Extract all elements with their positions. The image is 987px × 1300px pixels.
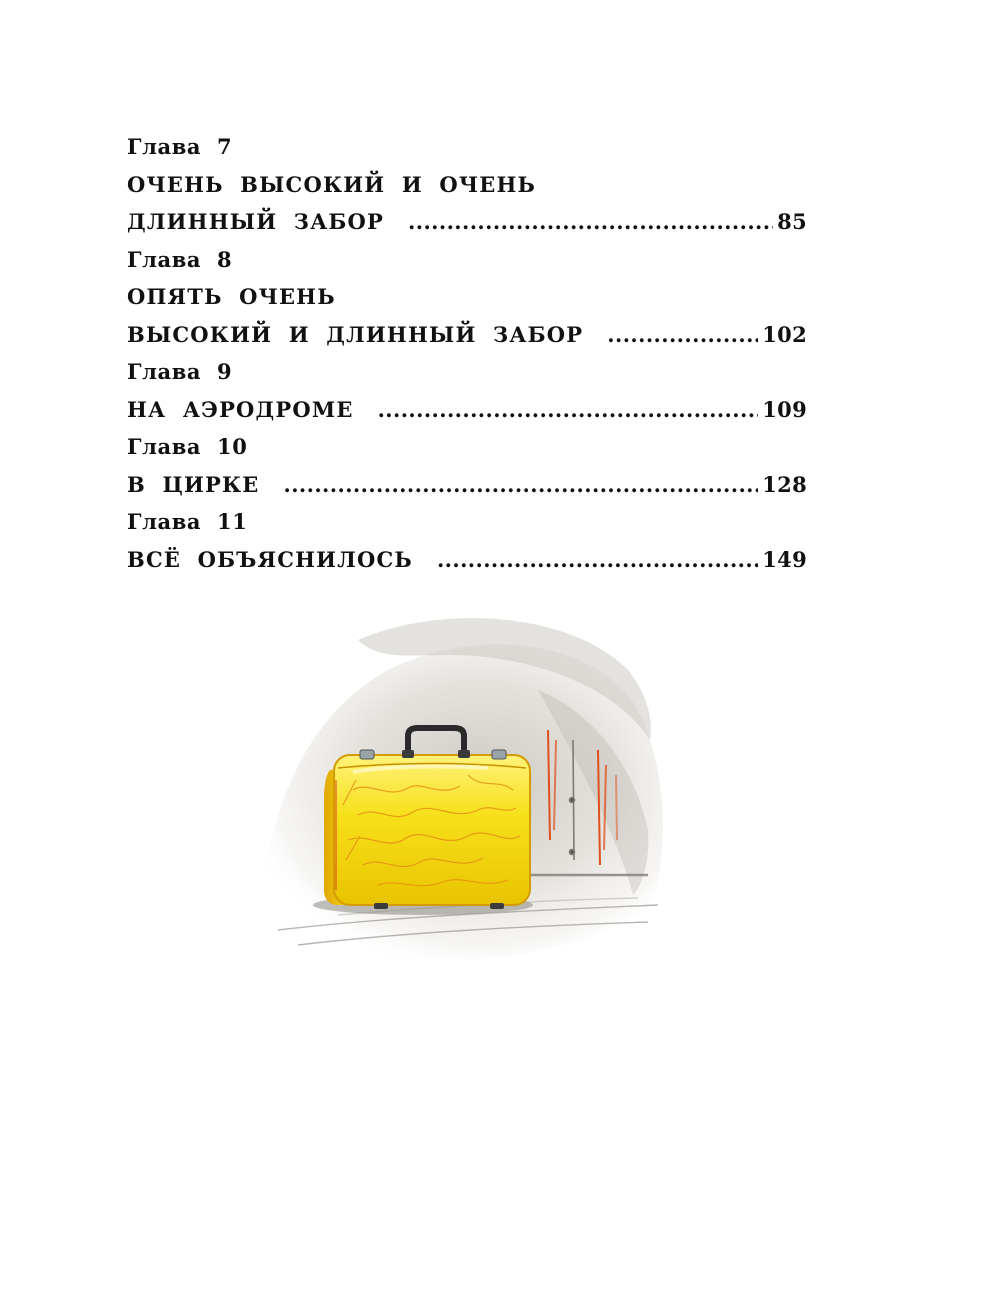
chapter-11-entry[interactable]	[127, 541, 807, 579]
suitcase-illustration	[238, 600, 692, 980]
chapter-8-page-number: 102	[762, 321, 807, 347]
chapter-8-entry[interactable]	[127, 316, 807, 354]
leader-dots	[378, 391, 759, 429]
chapter-8-title-line-1: ОПЯТЬ ОЧЕНЬ	[127, 284, 336, 309]
chapter-9-entry[interactable]	[127, 391, 807, 429]
chapter-7-title-line-2: ДЛИННЫЙ ЗАБОР	[127, 209, 385, 234]
leader-dots	[607, 316, 758, 354]
chapter-7-title-line-1: ОЧЕНЬ ВЫСОКИЙ И ОЧЕНЬ	[127, 171, 537, 197]
chapter-10-entry[interactable]	[127, 466, 807, 504]
chapter-10-label: Глава 10	[127, 434, 248, 459]
chapter-9-label: Глава 9	[127, 359, 233, 384]
chapter-10-page-number: 128	[762, 471, 807, 497]
chapter-10-title: В ЦИРКЕ	[127, 471, 260, 497]
chapter-11-page-number: 149	[762, 546, 807, 572]
chapter-9-page-number: 109	[762, 396, 807, 422]
suitcase	[324, 728, 530, 909]
chapter-9-title: НА АЭРОДРОМЕ	[127, 396, 354, 422]
chapter-7-label: Глава 7	[127, 134, 233, 159]
leader-dots	[437, 541, 758, 579]
chapter-11-label: Глава 11	[127, 509, 248, 534]
chapter-7-entry[interactable]	[127, 203, 807, 241]
leader-dots	[408, 203, 773, 241]
suitcase-drawing	[238, 600, 692, 980]
chapter-7-page-number: 85	[777, 209, 807, 234]
table-of-contents	[127, 128, 807, 578]
chapter-8-label: Глава 8	[127, 246, 233, 272]
leader-dots	[284, 466, 759, 504]
chapter-11-title: ВСЁ ОБЪЯСНИЛОСЬ	[127, 546, 413, 572]
chapter-8-title-line-2: ВЫСОКИЙ И ДЛИННЫЙ ЗАБОР	[127, 321, 584, 347]
